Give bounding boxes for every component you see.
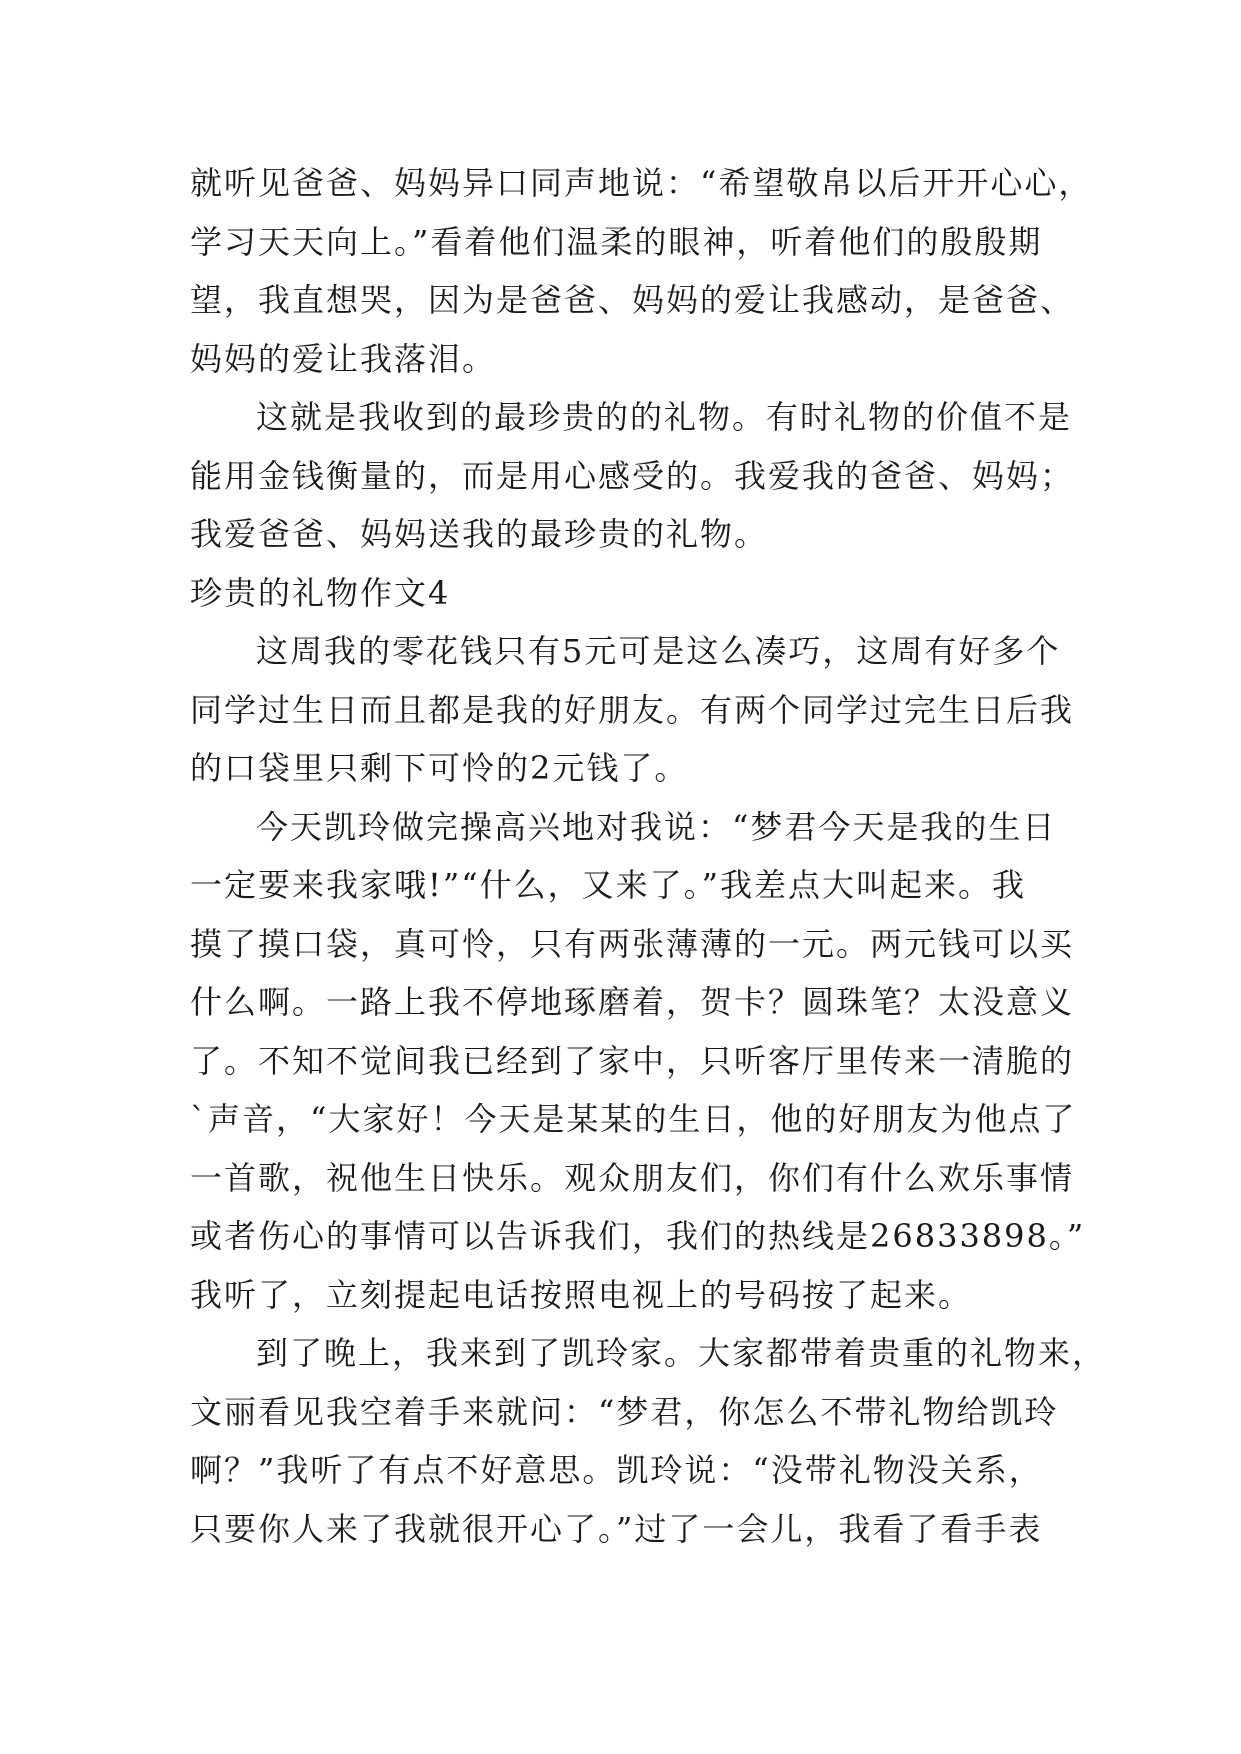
- text-line: `声音，“大家好！今天是某某的生日，他的好朋友为他点了: [190, 1100, 1077, 1138]
- text-line: 我爱爸爸、妈妈送我的最珍贵的礼物。: [190, 515, 769, 553]
- text-line: 啊？”我听了有点不好意思。凯玲说：“没带礼物没关系，: [190, 1451, 1043, 1489]
- text-line: 同学过生日而且都是我的好朋友。有两个同学过完生日后我: [190, 690, 1075, 729]
- text-line: 只要你人来了我就很开心了。”过了一会儿，我看了看手表: [190, 1509, 1043, 1548]
- text-line: 文丽看见我空着手来就问：“梦君，你怎么不带礼物给凯玲: [190, 1392, 1059, 1431]
- paragraph-first-line: 到了晚上，我来到了凯玲家。大家都带着贵重的礼物来，: [256, 1334, 1107, 1372]
- paragraph-first-line: 这周我的零花钱只有5元可是这么凑巧，这周有好多个: [256, 632, 1061, 670]
- text-line: 一定要来我家哦!”“什么，又来了。”我差点大叫起来。我: [190, 866, 1026, 904]
- text-line: 能用金钱衡量的，而是用心感受的。我爱我的爸爸、妈妈；: [190, 456, 1075, 495]
- paragraph-first-line: 这就是我收到的最珍贵的的礼物。有时礼物的价值不是: [256, 398, 1073, 436]
- text-line: 了。不知不觉间我已经到了家中，只听客厅里传来一清脆的: [190, 1041, 1075, 1080]
- text-line: 一首歌，祝他生日快乐。观众朋友们，你们有什么欢乐事情: [190, 1158, 1075, 1197]
- document-body: [190, 154, 1107, 1558]
- text-line: 妈妈的爱让我落泪。: [190, 339, 497, 378]
- text-line: 学习天天向上。”看着他们温柔的眼神，听着他们的殷殷期: [190, 222, 1043, 261]
- text-line: 摸了摸口袋，真可怜，只有两张薄薄的一元。两元钱可以买: [190, 924, 1075, 963]
- text-line: 就听见爸爸、妈妈异口同声地说：“希望敬帛以后开开心心，: [190, 164, 1093, 202]
- text-line: 什么啊。一路上我不停地琢磨着，贺卡？圆珠笔？太没意义: [190, 983, 1075, 1021]
- text-line: 的口袋里只剩下可怜的2元钱了。: [190, 749, 689, 787]
- text-line: 或者伤心的事情可以告诉我们，我们的热线是26833898。”: [190, 1217, 1086, 1255]
- text-line: 望，我直想哭，因为是爸爸、妈妈的爱让我感动，是爸爸、: [190, 281, 1075, 319]
- paragraph-first-line: 今天凯玲做完操高兴地对我说：“梦君今天是我的生日: [256, 807, 1057, 846]
- section-heading: 珍贵的礼物作文4: [190, 573, 451, 612]
- text-line: 我听了，立刻提起电话按照电视上的号码按了起来。: [190, 1275, 973, 1314]
